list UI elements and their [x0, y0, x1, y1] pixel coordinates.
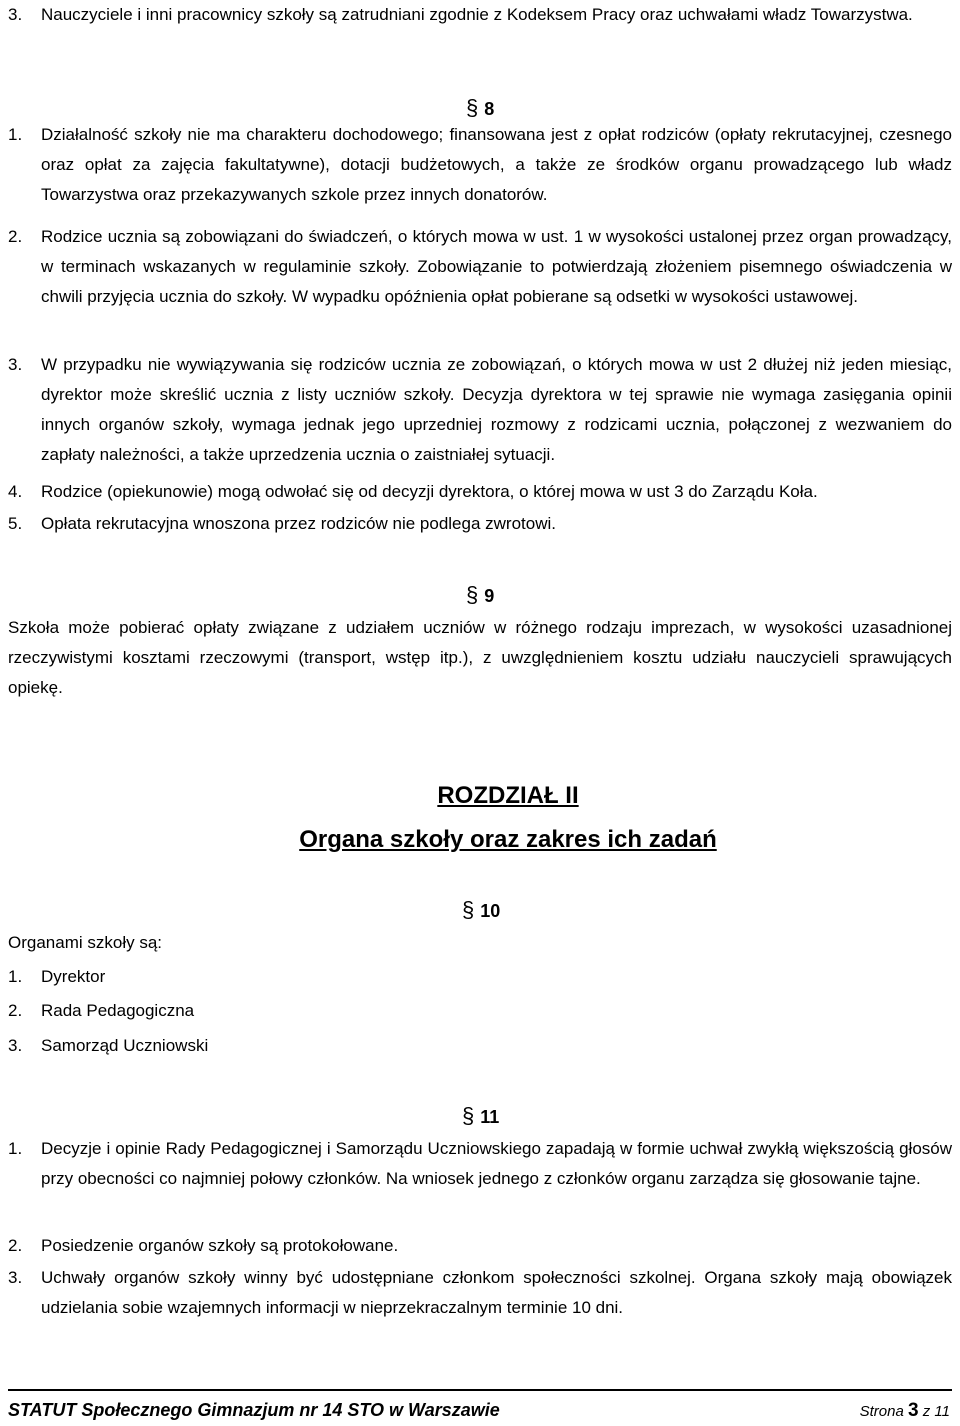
- item-number: 4.: [8, 482, 23, 501]
- item-number: 3.: [8, 5, 23, 24]
- section-heading-8: [466, 96, 494, 121]
- list-item: [8, 0, 952, 30]
- item-number: 3.: [8, 1036, 23, 1055]
- item-text: Opłata rekrutacyjna wnoszona przez rodziców nie podlega zwrotowi.: [41, 514, 556, 533]
- item-text: Nauczyciele i inni pracownicy szkoły są zatrudniani zgodnie z Kodeksem Pracy oraz uchwałami władz Towarzystwa.: [41, 5, 913, 24]
- chapter-title: ROZDZIAŁ II: [437, 782, 579, 809]
- item-text: Decyzje i opinie Rady Pedagogicznej i Samorządu Uczniowskiego zapadają w formie uchwał zwykłą większością głosów przy obecności co najmniej połowy członków. Na wniosek jednego z członków organu zarządza się głosowanie tajne.: [41, 1139, 952, 1188]
- section-heading-11: [462, 1104, 499, 1129]
- item-text: Uchwały organów szkoły winny być udostępniane członkom społeczności szkolnej. Organa szkoły mają obowiązek udzielania sobie wzajemnych informacji w nieprzekraczalnym terminie 10 dni.: [41, 1268, 952, 1317]
- item-number: 5.: [8, 514, 23, 533]
- list-item: [8, 120, 952, 210]
- footer-title: STATUT Społecznego Gimnazjum nr 14 STO w Warszawie: [8, 1400, 500, 1420]
- total-pages: 11: [934, 1403, 950, 1420]
- item-number: 2.: [8, 1001, 23, 1020]
- item-number: 2.: [8, 1236, 23, 1255]
- chapter-subtitle: Organa szkoły oraz zakres ich zadań: [299, 826, 717, 853]
- list-item: [8, 1134, 952, 1194]
- section-heading-9: [466, 583, 494, 608]
- section-number: 11: [480, 1107, 500, 1127]
- item-text: Samorząd Uczniowski: [41, 1036, 209, 1055]
- item-text: Rodzice (opiekunowie) mogą odwołać się od decyzji dyrektora, o której mowa w ust 3 do Zarządu Koła.: [41, 482, 818, 501]
- current-page: 3: [908, 1400, 919, 1421]
- item-number: 1.: [8, 125, 23, 144]
- item-text: Posiedzenie organów szkoły są protokołowane.: [41, 1236, 399, 1255]
- section-symbol: §: [462, 1103, 475, 1128]
- of-word: z: [922, 1403, 931, 1420]
- list-item: [8, 962, 105, 992]
- section-9-paragraph: Szkoła może pobierać opłaty związane z udziałem uczniów w różnego rodzaju imprezach, w wysokości uzasadnionej rzeczywistymi kosztami rzeczowymi (transport, wstęp itp.), z uwzględnieniem kosztu udziału nauczycieli sprawujących opiekę.: [8, 618, 952, 697]
- section-number: 9: [484, 586, 495, 606]
- list-item: [8, 222, 952, 312]
- list-item: [8, 509, 952, 539]
- list-item: [8, 477, 952, 507]
- item-text: Rada Pedagogiczna: [41, 1001, 195, 1020]
- section-symbol: §: [466, 582, 479, 607]
- item-number: 3.: [8, 1268, 23, 1287]
- page-word: Strona: [859, 1403, 904, 1420]
- section-symbol: §: [462, 897, 475, 922]
- section-symbol: §: [466, 95, 479, 120]
- item-text: Rodzice ucznia są zobowiązani do świadczeń, o których mowa w ust. 1 w wysokości ustalonej przez organ prowadzący, w terminach wskazanych w regulaminie szkoły. Zobowiązanie to potwierdzają złożeniem pisemnego oświadczenia w chwili przyjęcia ucznia do szkoły. W wypadku opóźnienia opłat pobierane są odsetki w wysokości ustawowej.: [41, 227, 952, 306]
- item-text: Działalność szkoły nie ma charakteru dochodowego; finansowana jest z opłat rodziców (opłaty rekrutacyjnej, czesnego oraz opłat za zajęcia fakultatywne), dotacji budżetowych, a także ze środków organu prowadzącego lub władz Towarzystwa oraz przekazywanych szkole przez innych donatorów.: [41, 125, 952, 204]
- item-number: 1.: [8, 1139, 23, 1158]
- footer-divider: [8, 1389, 952, 1391]
- list-item: [8, 350, 952, 470]
- item-number: 1.: [8, 967, 23, 986]
- item-number: 2.: [8, 227, 23, 246]
- list-item: [8, 1263, 952, 1323]
- list-item: [8, 996, 194, 1026]
- section-number: 10: [480, 901, 501, 921]
- list-item: [8, 1031, 208, 1061]
- section-number: 8: [484, 99, 495, 119]
- section-heading-10: [462, 898, 500, 923]
- list-item: [8, 1231, 952, 1261]
- section-10-intro: Organami szkoły są:: [8, 933, 162, 952]
- page-number: [860, 1400, 950, 1422]
- item-text: W przypadku nie wywiązywania się rodziców ucznia ze zobowiązań, o których mowa w ust 2 dłużej niż jeden miesiąc, dyrektor może skreślić ucznia z listy uczniów szkoły. Decyzja dyrektora w tej sprawie nie wymaga zasięgania opinii innych organów szkoły, wymaga jednak jego uprzedniej rozmowy z rodzicami ucznia, połączonej z wezwaniem do zapłaty należności, a także uprzedzenia ucznia o zaistniałej sytuacji.: [41, 355, 952, 464]
- item-number: 3.: [8, 355, 23, 374]
- item-text: Dyrektor: [41, 967, 106, 986]
